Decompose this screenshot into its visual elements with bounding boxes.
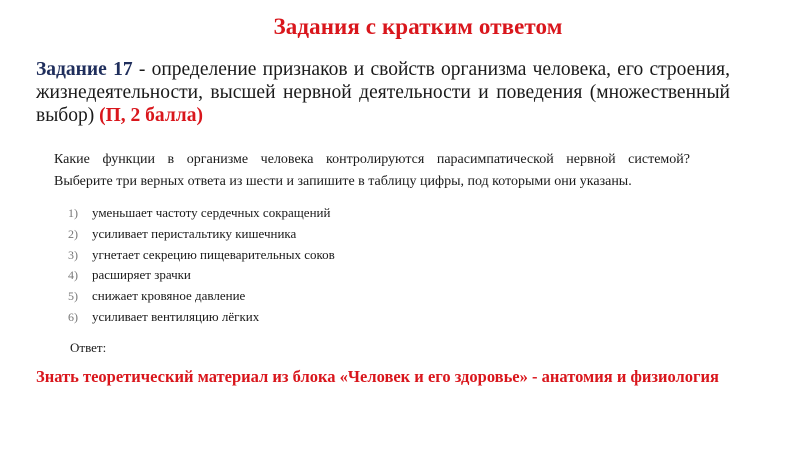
option-item	[68, 286, 335, 307]
option-number: 1)	[68, 206, 78, 220]
option-text: уменьшает частоту сердечных сокращений	[92, 205, 331, 220]
option-item	[68, 203, 335, 224]
task-description: - определение признаков и свойств организма человека, его строения, жизнедеятельности, высшей нервной деятельности и поведения (множественный выбор)	[36, 59, 730, 126]
option-number: 6)	[68, 309, 78, 324]
task-number: 17	[113, 59, 133, 80]
task-heading	[36, 58, 730, 127]
footer-note: Знать теоретический материал из блока «Человек и его здоровье» - анатомия и физиология	[36, 367, 719, 386]
option-number: 3)	[68, 247, 78, 262]
task-label: Задание	[36, 59, 107, 80]
option-number: 5)	[68, 289, 78, 304]
slide-title: Задания с кратким ответом	[273, 14, 563, 39]
option-item	[68, 245, 335, 266]
task-points: (П, 2 балла)	[99, 105, 203, 126]
option-text: угнетает секрецию пищеварительных соков	[92, 246, 335, 262]
option-text: расширяет зрачки	[92, 267, 191, 283]
answer-options-list	[68, 203, 335, 328]
option-item	[68, 307, 335, 328]
option-text: усиливает вентиляцию лёгких	[92, 308, 260, 324]
option-text: снижает кровяное давление	[92, 288, 246, 304]
question-text	[54, 149, 690, 193]
option-number: 2)	[68, 226, 78, 241]
answer-label: Ответ:	[70, 340, 107, 355]
option-text: усиливает перистальтику кишечника	[92, 225, 297, 241]
question-line-1: Какие функции в организме человека контролируются парасимпатической нервной системой?	[54, 152, 690, 167]
question-line-2: Выберите три верных ответа из шести и запишите в таблицу цифры, под которыми они указаны.	[54, 174, 632, 189]
option-item	[68, 265, 335, 286]
option-item	[68, 224, 335, 245]
option-number: 4)	[68, 268, 78, 283]
